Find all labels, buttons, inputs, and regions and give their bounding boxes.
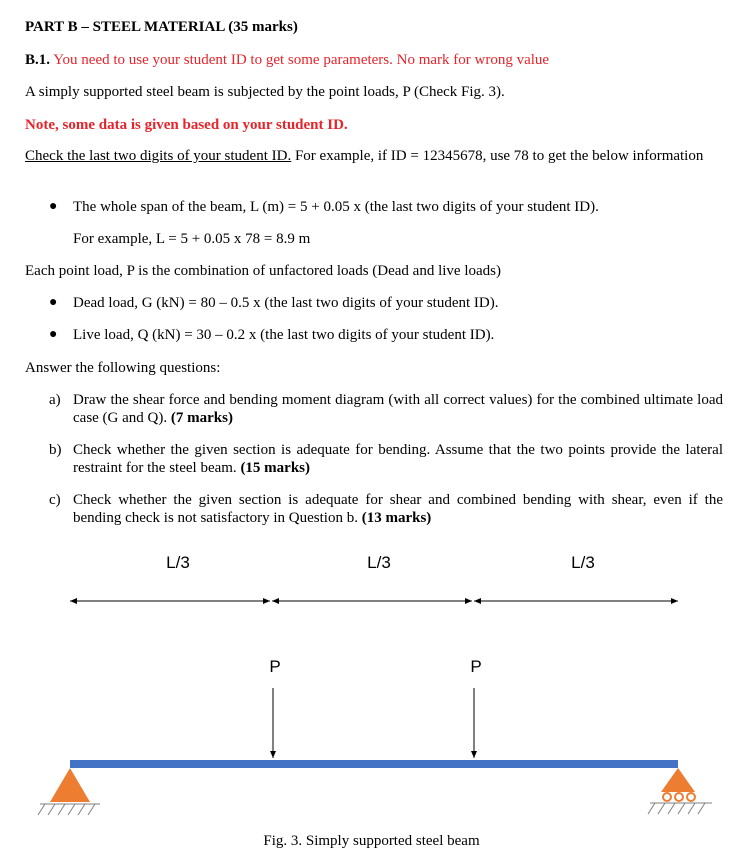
- span-example: For example, L = 5 + 0.05 x 78 = 8.9 m: [73, 231, 311, 247]
- question-text: [73, 391, 723, 427]
- pin-support: [50, 768, 90, 802]
- question-label: a): [49, 392, 61, 408]
- figure-caption: Fig. 3. Simply supported steel beam: [263, 833, 480, 849]
- note-text: Note, some data is given based on your student ID.: [25, 117, 348, 133]
- bullet-dot: ●: [49, 327, 58, 342]
- question-text: [73, 491, 723, 527]
- part-title: PART B – STEEL MATERIAL (35 marks): [25, 19, 298, 35]
- question-marks: (7 marks): [170, 410, 233, 426]
- question-label: b): [49, 442, 62, 458]
- bullet-dot: ●: [49, 295, 58, 310]
- point-load-intro: Each point load, P is the combination of unfactored loads (Dead and live loads): [25, 263, 501, 279]
- span-formula: The whole span of the beam, L (m) = 5 + 0.05 x (the last two digits of your student ID).: [73, 199, 599, 215]
- check-rest: For example, if ID = 12345678, use 78 to get the below information: [291, 148, 704, 164]
- roller-support: [661, 768, 695, 792]
- answer-intro: Answer the following questions:: [25, 360, 221, 376]
- live-load-bullet: [25, 326, 725, 344]
- segment-label-middle: L/3: [367, 553, 391, 572]
- dead-load-formula: Dead load, G (kN) = 80 – 0.5 x (the last two digits of your student ID).: [73, 295, 499, 311]
- beam-figure: [0, 540, 753, 860]
- question-marks: (15 marks): [240, 460, 311, 476]
- question-b: [25, 441, 725, 477]
- segment-label-left: L/3: [166, 553, 190, 572]
- live-load-formula: Live load, Q (kN) = 30 – 0.2 x (the last two digits of your student ID).: [73, 327, 495, 343]
- question-body: Check whether the given section is adequate for bending. Assume that the two points provide the lateral restraint for the steel beam.: [73, 442, 723, 476]
- steel-beam: [70, 760, 678, 768]
- b1-line: [25, 51, 549, 69]
- ground-hatch-right: [648, 803, 712, 814]
- question-body: Check whether the given section is adequate for shear and combined bending with shear, even if the bending check is not satisfactory in Question b.: [73, 492, 723, 526]
- load-label-right: P: [470, 657, 482, 676]
- question-body: Draw the shear force and bending moment diagram (with all correct values) for the combined ultimate load case (G and Q).: [73, 392, 723, 426]
- check-instruction: [25, 147, 722, 165]
- check-underlined: Check the last two digits of your student ID.: [25, 148, 292, 164]
- intro-text: A simply supported steel beam is subjected by the point loads, P (Check Fig. 3).: [25, 84, 505, 100]
- roller-wheels: [663, 793, 695, 801]
- dead-load-bullet: [25, 294, 725, 312]
- bullet-dot: ●: [49, 199, 58, 214]
- question-marks: (13 marks): [361, 510, 432, 526]
- b1-instruction: You need to use your student ID to get some parameters. No mark for wrong value: [53, 52, 550, 68]
- b1-label: B.1.: [25, 52, 51, 68]
- question-label: c): [49, 492, 61, 508]
- question-a: [25, 391, 725, 427]
- segment-label-right: L/3: [571, 553, 595, 572]
- span-bullet: [25, 198, 725, 216]
- load-label-left: P: [269, 657, 281, 676]
- question-text: [73, 441, 723, 477]
- question-c: [25, 491, 725, 527]
- ground-hatch-left: [38, 804, 100, 815]
